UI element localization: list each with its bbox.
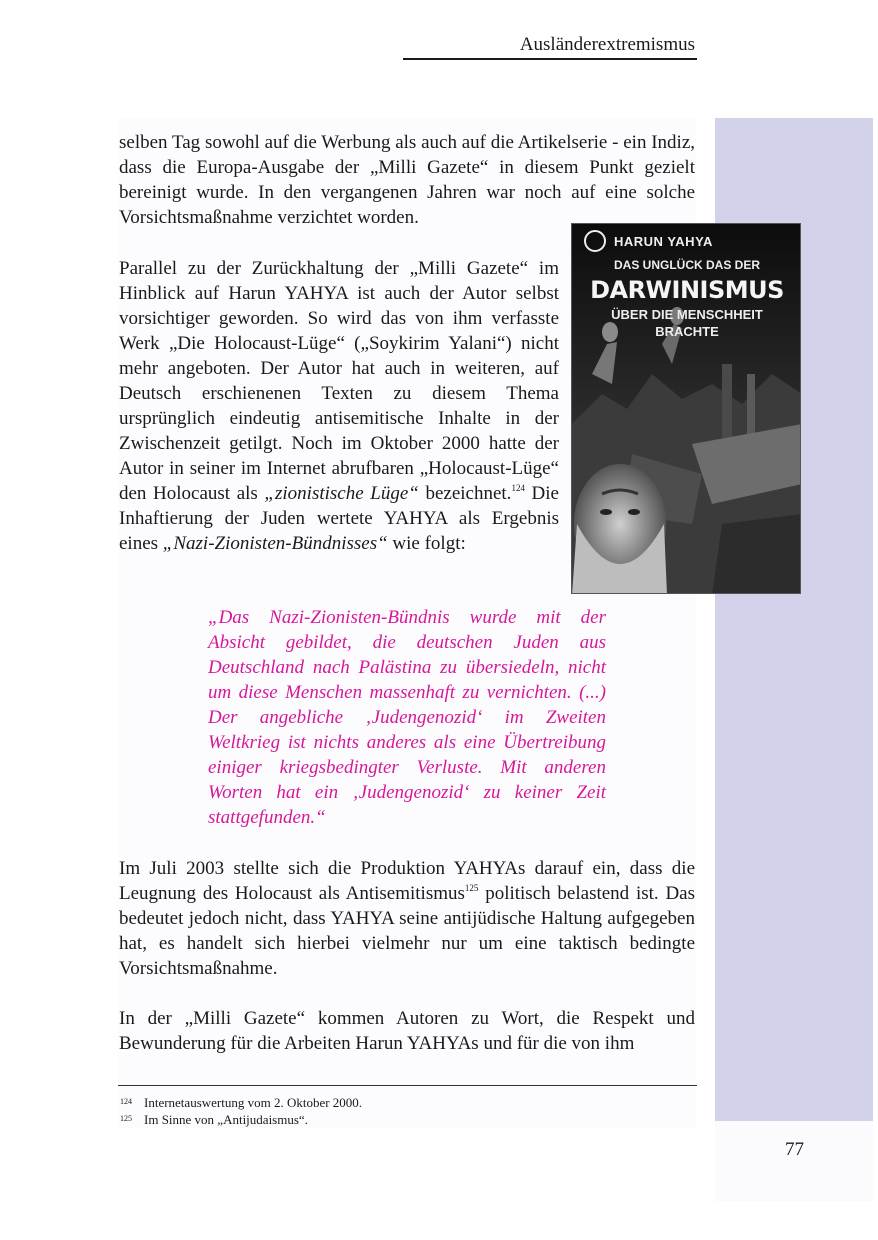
header-rule bbox=[403, 58, 697, 60]
footnote-rule bbox=[118, 1085, 697, 1086]
paragraph-2: Parallel zu der Zurückhaltung der „Milli Gazete“ im Hinblick auf Harun YAHYA ist auch der Autor selbst vorsichtiger geworden. So wird das von ihm verfasste Werk „Die Holocaust-Lüge“ („Soykirim Yalani“) nicht mehr angeboten. Der Autor hat auch in weiteren, auf Deutsch erschienenen Texten zu diesem Thema ursprünglich eindeutig antisemitische Inhalte in der Zwischenzeit getilgt. Noch im Oktober 2000 hatte der Autor in seiner im Internet abrufbaren „Holocaust-Lüge“ den Holocaust als „zionistische Lüge“ bezeichnet.$^{124}$ Die Inhaftierung der Juden wertete YAHYA als Ergebnis eines „Nazi-Zionisten-Bündnisses“ wie folgt: bbox=[119, 258, 559, 554]
footnote-125 bbox=[120, 1111, 690, 1128]
footnote-number: 125 bbox=[120, 1114, 132, 1123]
footnote-number: 124 bbox=[120, 1097, 132, 1106]
book-cover-image bbox=[571, 223, 801, 594]
footnote-text: Internetauswertung vom 2. Oktober 2000. bbox=[144, 1095, 363, 1110]
running-header: Ausländerextremismus bbox=[519, 34, 695, 55]
cover-title-line-3 bbox=[572, 306, 801, 340]
cover-title-main: DARWINISMUS bbox=[590, 276, 784, 304]
publisher-logo-icon bbox=[584, 230, 606, 252]
footnote-124 bbox=[120, 1094, 690, 1111]
footnote-text: Im Sinne von „Antijudaismus“. bbox=[144, 1112, 308, 1127]
paragraph-4: In der „Milli Gazete“ kommen Autoren zu Wort, die Respekt und Bewunderung für die Arbeiten Harun YAHYAs und für die von ihm bbox=[119, 1008, 695, 1054]
cover-title-line-3b: BRACHTE bbox=[655, 324, 719, 339]
block-quote: „Das Nazi-Zionisten-Bündnis wurde mit der Absicht gebildet, die deutschen Juden aus Deutschland nach Palästina zu übersiedeln, nicht um diese Menschen massenhaft zu vernichten. (...) Der angebliche ‚Judengenozid‘ im Zweiten Weltkrieg ist nichts anderes als eine Übertreibung einiger kriegsbedingter Verluste. Mit anderen Worten hat ein ‚Judengenozid‘ zu keiner Zeit stattgefunden.“ bbox=[208, 607, 606, 828]
cover-author: HARUN YAHYA bbox=[614, 234, 713, 249]
page-number: 77 bbox=[785, 1139, 804, 1160]
cover-title-line-1: DAS UNGLÜCK DAS DER bbox=[613, 258, 760, 272]
footnote-ref-124: 124 bbox=[511, 483, 525, 493]
paragraph-1: selben Tag sowohl auf die Werbung als auch auf die Artikelserie - ein Indiz, dass die Europa-Ausgabe der „Milli Gazete“ in diesem Punkt gezielt bereinigt wurde. In den vergangenen Jahren war noch auf eine solche Vorsichtsmaßnahme verzichtet worden. bbox=[119, 132, 695, 228]
paragraph-3: Im Juli 2003 stellte sich die Produktion YAHYAs darauf ein, dass die Leugnung des Holocaust als Antisemitismus$^{125}$ politisch belastend ist. Das bedeutet jedoch nicht, dass YAHYA seine antijüdische Haltung aufgegeben hat, es handelt sich hierbei vielmehr nur um eine taktisch bedingte Vorsichtsmaßnahme. bbox=[119, 858, 695, 979]
cover-title-line-3a: ÜBER DIE MENSCHHEIT bbox=[611, 307, 763, 322]
footnote-ref-125: 125 bbox=[464, 883, 479, 893]
